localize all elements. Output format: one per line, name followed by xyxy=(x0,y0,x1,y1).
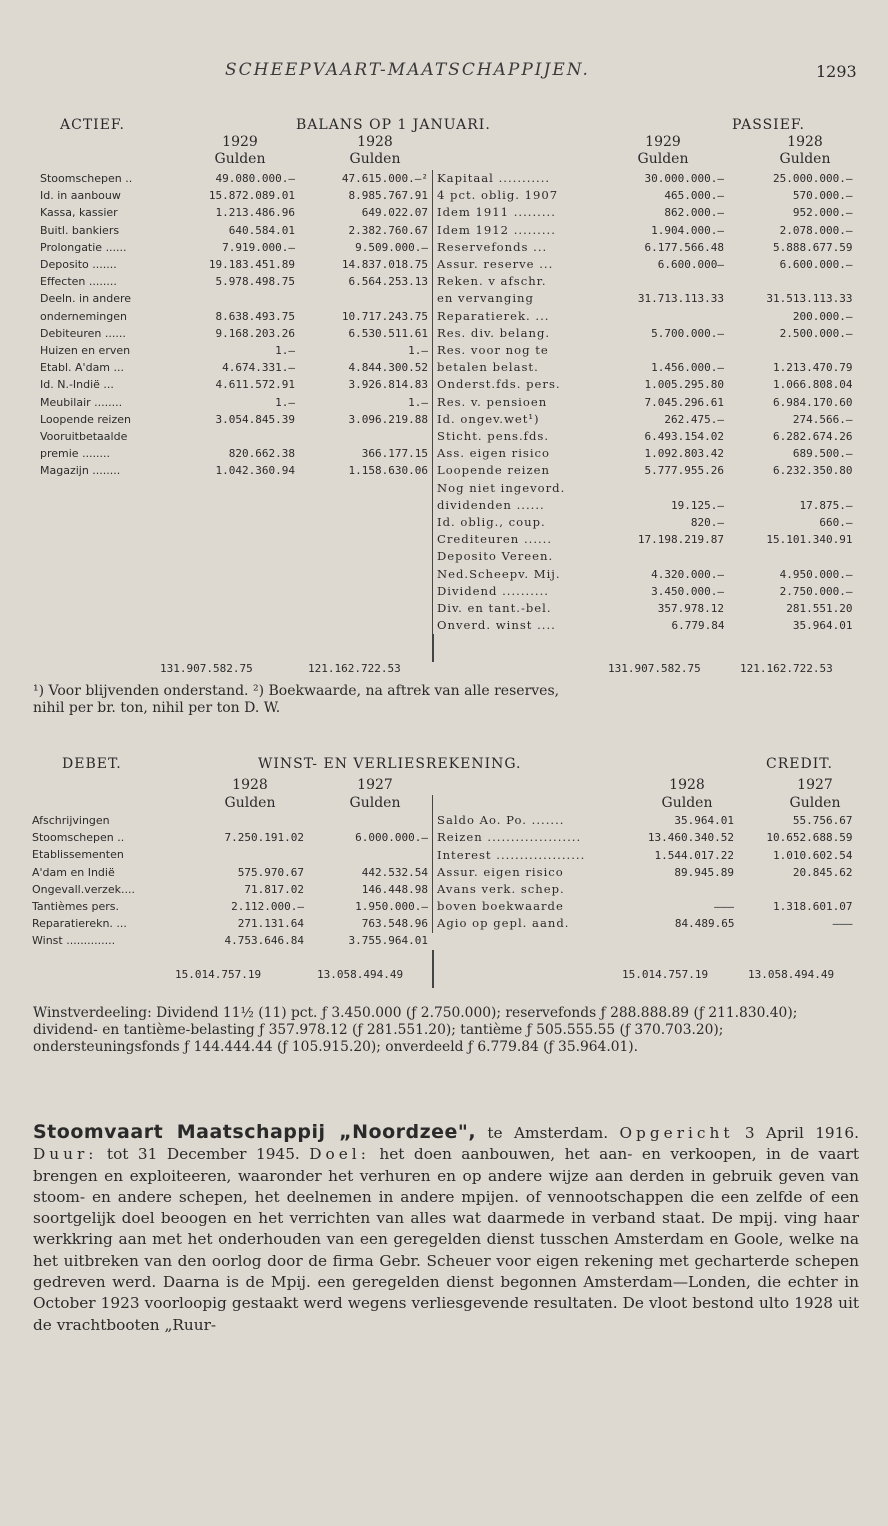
table-row xyxy=(32,915,428,932)
row-value: 4.611.572.91 xyxy=(215,378,295,392)
row-label: Prolongatie ...... xyxy=(40,240,127,254)
row-value xyxy=(182,812,304,829)
row-value: 2.112.000.— xyxy=(231,900,304,914)
company-name: Stoomvaart Maatschappij „Noordzee", xyxy=(33,1121,477,1143)
row-value: 357.978.12 xyxy=(657,602,724,616)
balans-footnote-2: nihil per br. ton, nihil per ton D. W. xyxy=(33,700,281,716)
row-label: Loopende reizen xyxy=(40,412,131,426)
row-value: 146.448.98 xyxy=(361,882,428,896)
row-value: 31.513.113.33 xyxy=(766,292,853,306)
row-value xyxy=(603,273,725,290)
row-value xyxy=(295,290,428,307)
table-row xyxy=(433,411,853,428)
table-row xyxy=(433,881,853,898)
table-row xyxy=(433,915,853,932)
table-row xyxy=(433,187,853,204)
row-value: 17.198.219.87 xyxy=(637,533,724,547)
row-label: Reservefonds ... xyxy=(433,239,603,256)
table-row xyxy=(433,617,853,634)
table-row xyxy=(433,376,853,393)
table-row xyxy=(433,864,853,881)
table-row xyxy=(433,583,853,600)
row-value: 19.125.— xyxy=(671,498,724,512)
row-label: Saldo Ao. Po. ....... xyxy=(433,812,623,829)
row-value: 6.564.253.13 xyxy=(348,275,428,289)
row-value: 35.964.01 xyxy=(792,619,853,633)
table-row xyxy=(433,898,853,915)
row-value: 4.844.300.52 xyxy=(348,361,428,375)
row-value: 1.950.000.— xyxy=(355,900,428,914)
row-value: 1.— xyxy=(408,395,428,409)
row-label: Interest ................... xyxy=(433,847,623,864)
winstverdeeling: Winstverdeeling: Dividend 11½ (11) pct. ƒ 3.450.000 (ƒ 2.750.000); reservefonds ƒ 288.888.89 (ƒ 211.830.40); dividend- en tantième-belasting ƒ 357.978.12 (ƒ 281.551.20); tantième ƒ 505.555.55 (ƒ 370.703.20); ondersteuningsfonds ƒ 144.444.44 (ƒ 105.915.20); onverdeeld ƒ 6.779.84 (ƒ 35.964.01). xyxy=(33,1005,798,1055)
table-row xyxy=(433,445,853,462)
table-row xyxy=(433,497,853,514)
actief-year-1928: 1928 xyxy=(357,134,393,150)
row-label: Ass. eigen risico xyxy=(433,445,603,462)
row-value: 6.779.84 xyxy=(671,619,725,633)
balans-divider-bottom xyxy=(432,634,434,662)
row-value: 271.131.64 xyxy=(237,917,304,931)
table-row xyxy=(433,394,853,411)
row-label: Ongevall.verzek.... xyxy=(32,882,135,896)
row-value: 8.638.493.75 xyxy=(215,309,295,323)
row-value: 570.000.— xyxy=(792,189,853,203)
table-row xyxy=(40,394,428,411)
row-value: 6.232.350.80 xyxy=(773,464,853,478)
row-value: 1.318.601.07 xyxy=(773,900,853,914)
table-row xyxy=(433,308,853,325)
balans-footnote-1: ¹) Voor blijvenden onderstand. ²) Boekwaarde, na aftrek van alle reserves, xyxy=(33,683,560,699)
row-value xyxy=(304,812,428,829)
row-label: Loopende reizen xyxy=(433,462,603,479)
row-label: Avans verk. schep. xyxy=(433,881,623,898)
row-value: 3.054.845.39 xyxy=(215,412,295,426)
actief-heading: ACTIEF. xyxy=(60,117,125,133)
row-value: 19.183.451.89 xyxy=(208,258,295,272)
row-value: 1.066.808.04 xyxy=(773,378,853,392)
table-row xyxy=(32,846,428,863)
table-row xyxy=(433,600,853,617)
row-label: Huizen en erven xyxy=(40,344,131,358)
row-value: 274.566.— xyxy=(792,412,853,426)
row-value: 47.615.000.—² xyxy=(341,172,428,185)
row-value: 3.450.000.— xyxy=(651,584,724,598)
row-value: 689.500.— xyxy=(792,447,853,461)
actief-total-1928: 121.162.722.53 xyxy=(308,662,401,675)
row-label: Kassa, kassier xyxy=(40,206,118,220)
row-value: 14.837.018.75 xyxy=(341,258,428,272)
row-value xyxy=(725,480,853,497)
row-value: 5.888.677.59 xyxy=(773,240,853,254)
row-value: 820.662.38 xyxy=(228,447,295,461)
doel-label: Doel: xyxy=(309,1145,370,1164)
row-value: 281.551.20 xyxy=(786,602,853,616)
table-row xyxy=(433,359,853,376)
credit-table xyxy=(432,795,853,933)
table-row xyxy=(433,531,853,548)
row-label: Sticht. pens.fds. xyxy=(433,428,603,445)
row-value: ——— xyxy=(832,917,853,931)
credit-unit-1928: Gulden xyxy=(661,795,713,811)
row-value xyxy=(725,342,853,359)
table-row xyxy=(433,514,853,531)
row-value: 15.101.340.91 xyxy=(766,533,853,547)
row-value: 465.000.— xyxy=(664,189,724,203)
row-value: 442.532.54 xyxy=(361,865,428,879)
row-label: Reparatierekn. ... xyxy=(32,917,127,931)
table-row xyxy=(40,376,428,393)
row-value: 1.213.486.96 xyxy=(215,206,295,220)
row-value: 1.042.360.94 xyxy=(215,464,295,478)
debet-heading: DEBET. xyxy=(62,756,122,772)
row-value: 3.755.964.01 xyxy=(348,934,428,948)
row-value: 6.600.000.— xyxy=(779,258,853,272)
row-label: Magazijn ........ xyxy=(40,464,121,478)
table-row xyxy=(433,566,853,583)
table-row xyxy=(32,932,428,949)
row-label: Res. voor nog te xyxy=(433,342,603,359)
row-label: Deposito Vereen. xyxy=(433,548,603,565)
row-value xyxy=(180,290,295,307)
passief-unit-1928: Gulden xyxy=(779,151,831,167)
row-value: 25.000.000.— xyxy=(773,172,853,185)
row-value: 763.548.96 xyxy=(361,917,428,931)
row-value: 366.177.15 xyxy=(361,447,428,461)
debet-year-1927: 1927 xyxy=(357,777,393,793)
debet-total-1927: 13.058.494.49 xyxy=(317,968,404,981)
row-value: 1.213.470.79 xyxy=(773,361,853,375)
table-row xyxy=(433,480,853,497)
credit-unit-1927: Gulden xyxy=(789,795,841,811)
row-label: Assur. eigen risico xyxy=(433,864,623,881)
table-row xyxy=(40,222,428,239)
row-value: 10.717.243.75 xyxy=(341,309,428,323)
row-value: 89.945.89 xyxy=(674,865,734,879)
row-label: Reken. v afschr. xyxy=(433,273,603,290)
debet-total-1928: 15.014.757.19 xyxy=(175,968,262,981)
row-label: en vervanging xyxy=(433,290,603,307)
row-value: 17.875.— xyxy=(799,498,853,512)
row-label: Winst .............. xyxy=(32,934,116,948)
row-value: 1.010.602.54 xyxy=(773,848,853,862)
table-row xyxy=(433,256,853,273)
row-value: 1.— xyxy=(275,395,295,409)
row-value xyxy=(603,548,725,565)
row-label: Stoomschepen .. xyxy=(40,172,133,185)
row-value: 4.320.000.— xyxy=(651,567,724,581)
row-value: 84.489.65 xyxy=(674,917,735,931)
credit-year-1928: 1928 xyxy=(669,777,705,793)
row-label: Deposito ....... xyxy=(40,258,117,272)
row-value: 20.845.62 xyxy=(792,865,853,879)
row-value: 35.964.01 xyxy=(674,814,734,828)
row-label: dividenden ...... xyxy=(433,497,603,514)
table-row xyxy=(433,428,853,445)
row-value: ——— xyxy=(714,900,734,914)
row-value: 1.— xyxy=(408,344,428,358)
table-row xyxy=(40,187,428,204)
row-label: Ned.Scheepv. Mij. xyxy=(433,566,603,583)
table-row xyxy=(433,548,853,565)
table-row xyxy=(433,170,853,187)
row-value: 15.872.089.01 xyxy=(208,189,295,203)
row-value: 2.382.760.67 xyxy=(348,223,428,237)
row-label: Id. in aanbouw xyxy=(40,189,121,203)
row-value: 952.000.— xyxy=(792,206,853,220)
row-label: Id. N.-Indië ... xyxy=(40,378,114,392)
passief-heading: PASSIEF. xyxy=(732,117,805,133)
row-label: Kapitaal ........... xyxy=(433,170,603,187)
table-row xyxy=(433,847,853,864)
row-value: 1.092.803.42 xyxy=(644,447,724,461)
row-label: Debiteuren ...... xyxy=(40,326,126,340)
row-value: 2.078.000.— xyxy=(779,223,853,237)
row-value: 6.000.000.— xyxy=(355,831,428,845)
row-value: 1.158.630.06 xyxy=(348,464,428,478)
balans-heading: BALANS OP 1 JANUARI. xyxy=(296,117,491,133)
duur-label: Duur: xyxy=(33,1145,98,1164)
table-row xyxy=(433,325,853,342)
row-label: Buitl. bankiers xyxy=(40,223,120,237)
row-label: Res. v. pensioen xyxy=(433,394,603,411)
row-value xyxy=(623,795,735,812)
row-value: 5.777.955.26 xyxy=(644,464,724,478)
row-value xyxy=(603,342,725,359)
row-value: 1.904.000.— xyxy=(651,223,724,237)
table-row xyxy=(433,204,853,221)
company-description: Stoomvaart Maatschappij „Noordzee", te Amsterdam. Opgericht 3 April 1916. Duur: tot 31 December 1945. Doel: het doen aanbouwen, het aan- en verkoopen, in de vaart brengen en exploiteeren, waaronder het verhuren en op andere wijze aan derden in gebruik geven van stoom- en andere schepen, het deelnemen in andere mpijen. of vennootschappen die een zelfde of een soortgelijk doel beoogen en het verrichten van alles wat daarmede in verband staat. De mpij. ving haar werkkring aan met het onderhouden van een geregelden dienst tusschen Amsterdam en Goole, welke na het uitbreken van den oorlog door de firma Gebr. Scheuer voor eigen rekening met gecharterde schepen gedreven werd. Daarna is de Mpij. een geregelden dienst begonnen Amsterdam—Londen, die echter in October 1923 voorloopig gestaakt werd wegens verliesgevende resultaten. De vloot bestond ulto 1928 uit de vrachtbooten „Ruur- xyxy=(33,1121,859,1334)
table-row xyxy=(433,812,853,829)
winst-divider-bottom xyxy=(432,950,434,988)
table-row xyxy=(40,325,428,342)
row-value: 1.005.295.80 xyxy=(644,378,724,392)
row-value: 262.475.— xyxy=(664,412,724,426)
table-row xyxy=(40,411,428,428)
opgericht-label: Opgericht xyxy=(619,1124,734,1142)
actief-year-1929: 1929 xyxy=(222,134,258,150)
row-label: Div. en tant.-bel. xyxy=(433,600,603,617)
row-label: Assur. reserve ... xyxy=(433,256,603,273)
row-label: Idem 1912 ......... xyxy=(433,222,603,239)
winst-heading: WINST- EN VERLIESREKENING. xyxy=(258,756,522,772)
row-value: 7.919.000.— xyxy=(222,240,295,254)
row-value: 862.000.— xyxy=(664,206,724,220)
actief-total-1929: 131.907.582.75 xyxy=(160,662,253,675)
row-value: 7.250.191.02 xyxy=(224,831,304,845)
table-row xyxy=(433,222,853,239)
table-row xyxy=(433,273,853,290)
row-value xyxy=(295,428,428,445)
table-row xyxy=(40,342,428,359)
row-label: Etablissementen xyxy=(32,848,124,862)
row-label: Meubilair ........ xyxy=(40,395,123,409)
row-label: Onverd. winst .... xyxy=(433,617,603,634)
row-label: 4 pct. oblig. 1907 xyxy=(433,187,603,204)
row-label: Onderst.fds. pers. xyxy=(433,376,603,393)
row-label: Afschrijvingen xyxy=(32,814,110,827)
row-value xyxy=(735,795,853,812)
row-label: A'dam en Indië xyxy=(32,865,115,879)
debet-year-1928: 1928 xyxy=(232,777,268,793)
page-number: 1293 xyxy=(816,62,857,81)
row-value: 3.096.219.88 xyxy=(348,412,428,426)
row-label: Etabl. A'dam ... xyxy=(40,361,125,375)
table-row xyxy=(40,428,428,445)
table-row xyxy=(433,342,853,359)
row-value xyxy=(180,428,295,445)
row-value: 3.926.814.83 xyxy=(348,378,428,392)
row-value: 649.022.07 xyxy=(361,206,428,220)
row-label: Reizen .................... xyxy=(433,829,623,846)
table-row xyxy=(32,812,428,829)
table-row xyxy=(40,308,428,325)
row-label: Idem 1911 ......... xyxy=(433,204,603,221)
row-value: 2.750.000.— xyxy=(779,584,853,598)
table-row xyxy=(40,445,428,462)
row-label: Id. ongev.wet¹) xyxy=(433,411,603,428)
row-label: boven boekwaarde xyxy=(433,898,623,915)
table-row xyxy=(40,204,428,221)
table-row xyxy=(40,273,428,290)
row-label: premie ........ xyxy=(40,447,111,461)
row-value: 55.756.67 xyxy=(792,814,853,828)
row-value xyxy=(304,846,428,863)
row-label: Nog niet ingevord. xyxy=(433,480,603,497)
row-value xyxy=(725,273,853,290)
row-label: Vooruitbetaalde xyxy=(40,430,128,444)
row-value: 6.493.154.02 xyxy=(644,430,724,444)
row-value: 640.584.01 xyxy=(228,223,295,237)
table-row xyxy=(40,256,428,273)
table-row xyxy=(433,290,853,307)
actief-unit-1928: Gulden xyxy=(349,151,401,167)
row-value: 4.950.000.— xyxy=(779,567,853,581)
row-value: 6.282.674.26 xyxy=(773,430,853,444)
table-row xyxy=(433,829,853,846)
debet-table xyxy=(32,812,428,950)
passief-unit-1929: Gulden xyxy=(637,151,689,167)
row-value xyxy=(735,881,853,898)
row-value xyxy=(603,308,725,325)
passief-year-1928: 1928 xyxy=(787,134,823,150)
actief-table xyxy=(40,170,428,480)
table-row xyxy=(40,462,428,479)
row-label: Dividend .......... xyxy=(433,583,603,600)
row-value: 4.753.646.84 xyxy=(224,934,304,948)
passief-table xyxy=(432,170,853,634)
running-header: SCHEEPVAART-MAATSCHAPPIJEN. xyxy=(225,60,590,80)
table-row xyxy=(32,829,428,846)
row-label: Effecten ........ xyxy=(40,275,117,289)
row-value: 7.045.296.61 xyxy=(644,395,724,409)
row-value: 6.984.170.60 xyxy=(773,395,853,409)
debet-unit-1927: Gulden xyxy=(349,795,401,811)
row-value: 660.— xyxy=(819,516,853,530)
credit-total-1928: 15.014.757.19 xyxy=(622,968,709,981)
row-value xyxy=(623,881,735,898)
table-row xyxy=(32,864,428,881)
row-value xyxy=(182,846,304,863)
table-row xyxy=(40,170,428,187)
row-value: 31.713.113.33 xyxy=(637,292,724,306)
row-label: Res. div. belang. xyxy=(433,325,603,342)
passief-total-1929: 131.907.582.75 xyxy=(608,662,701,675)
row-value: 2.500.000.— xyxy=(779,326,853,340)
row-label: Deeln. in andere xyxy=(40,292,132,306)
passief-total-1928: 121.162.722.53 xyxy=(740,662,833,675)
row-value: 5.700.000.— xyxy=(651,326,724,340)
passief-year-1929: 1929 xyxy=(645,134,681,150)
row-value: 71.817.02 xyxy=(244,882,304,896)
row-value: 30.000.000.— xyxy=(644,172,724,185)
row-label: Tantièmes pers. xyxy=(32,900,119,914)
actief-unit-1929: Gulden xyxy=(214,151,266,167)
row-label: ondernemingen xyxy=(40,309,127,323)
row-value: 9.509.000.— xyxy=(355,240,428,254)
row-label: Crediteuren ...... xyxy=(433,531,603,548)
table-row xyxy=(32,898,428,915)
table-row xyxy=(433,462,853,479)
row-value: 4.674.331.— xyxy=(222,361,295,375)
row-value: 200.000.— xyxy=(792,309,853,323)
row-label: Reparatierek. ... xyxy=(433,308,603,325)
table-row xyxy=(433,239,853,256)
row-value: 8.985.767.91 xyxy=(348,189,428,203)
row-value: 9.168.203.26 xyxy=(215,326,295,340)
row-label: Stoomschepen .. xyxy=(32,831,125,845)
row-value: 13.460.340.52 xyxy=(647,831,734,845)
row-value: 6.530.511.61 xyxy=(348,326,428,340)
row-label: Agio op gepl. aand. xyxy=(433,915,623,932)
row-value xyxy=(603,480,725,497)
row-value: 6.177.566.48 xyxy=(644,240,724,254)
debet-unit-1928: Gulden xyxy=(224,795,276,811)
row-value: 1.— xyxy=(275,344,295,358)
credit-year-1927: 1927 xyxy=(797,777,833,793)
table-row xyxy=(40,359,428,376)
credit-heading: CREDIT. xyxy=(766,756,833,772)
row-value: 1.544.017.22 xyxy=(654,848,734,862)
row-label: Id. oblig., coup. xyxy=(433,514,603,531)
row-label xyxy=(433,795,623,812)
table-row xyxy=(433,795,853,812)
row-value: 6.600.000— xyxy=(657,258,724,272)
row-value: 10.652.688.59 xyxy=(766,831,853,845)
row-value: 5.978.498.75 xyxy=(215,275,295,289)
credit-total-1927: 13.058.494.49 xyxy=(748,968,835,981)
row-label: betalen belast. xyxy=(433,359,603,376)
row-value xyxy=(725,548,853,565)
row-value: 575.970.67 xyxy=(237,865,304,879)
table-row xyxy=(40,239,428,256)
row-value: 820.— xyxy=(690,516,724,530)
row-value: 49.080.000.— xyxy=(215,172,295,185)
table-row xyxy=(32,881,428,898)
row-value: 1.456.000.— xyxy=(651,361,724,375)
table-row xyxy=(40,290,428,307)
